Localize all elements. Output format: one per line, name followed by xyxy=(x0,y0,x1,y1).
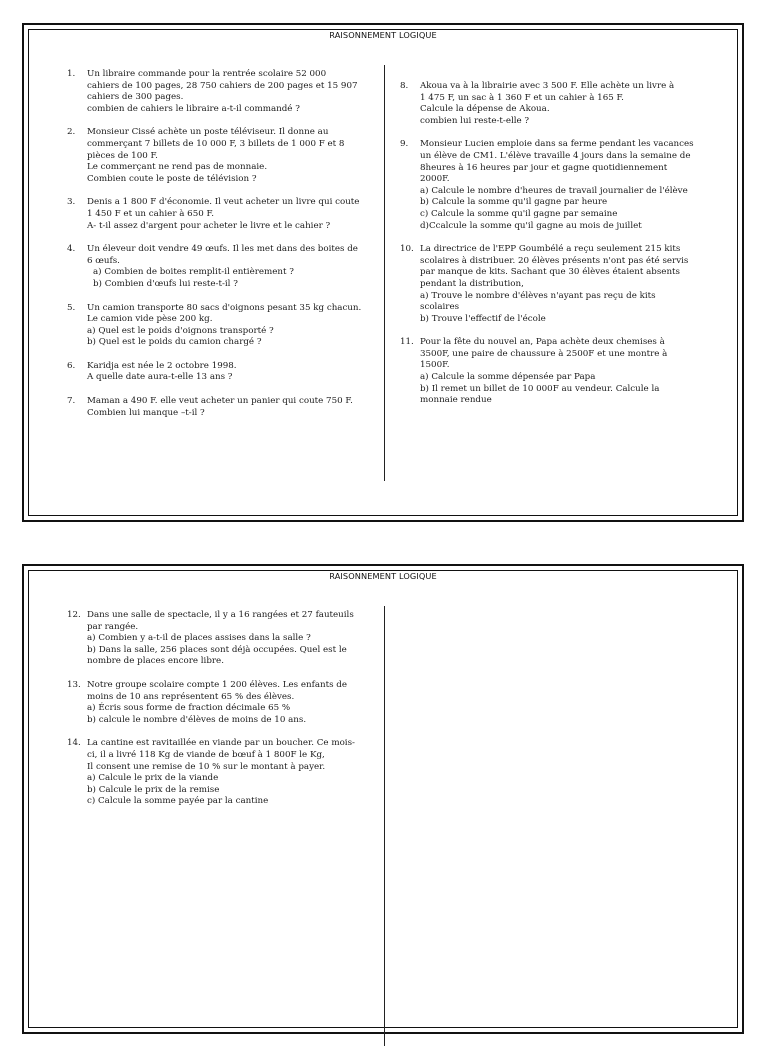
problem-number: 11. xyxy=(400,337,414,348)
problem-text-line: A- t-il assez d'argent pour acheter le livre et le cahier ? xyxy=(87,220,331,231)
problem-text-line: 3500F, une paire de chaussure à 2500F et une montre à xyxy=(420,348,668,359)
problem-text-line: Monsieur Cissé achète un poste téléviseur. Il donne au xyxy=(87,127,329,138)
problem-text-line: Calcule la dépense de Akoua. xyxy=(420,104,550,115)
problem-text-line: d)Ccalcule la somme qu'il gagne au mois de juillet xyxy=(420,220,642,231)
worksheet-title: RAISONNEMENT LOGIQUE xyxy=(329,30,437,40)
problem-number: 1. xyxy=(67,69,76,79)
sub-question-line: b) Combien d'œufs lui reste-t-il ? xyxy=(93,278,238,289)
problem-text-line: b) Quel est le poids du camion chargé ? xyxy=(87,337,262,348)
left-column xyxy=(67,69,377,431)
problem-text-line: par manque de kits. Sachant que 30 élèves étaient absents xyxy=(420,267,680,278)
problem-text-line: a) Calcule la somme dépensée par Papa xyxy=(420,372,596,383)
problem-text-line: scolaires à distribuer. 20 élèves présents n'ont pas été servis xyxy=(420,255,689,266)
problem-text-line: a) Calcule le nombre d'heures de travail journalier de l'élève xyxy=(420,185,688,196)
problem-number: 9. xyxy=(400,139,409,150)
problem-item xyxy=(67,396,377,419)
problem-text-line: Le commerçant ne rend pas de monnaie. xyxy=(87,162,268,173)
worksheet-page-2 xyxy=(22,564,744,1034)
problem-number: 3. xyxy=(67,197,76,208)
problem-text-line: 6 œufs. xyxy=(87,255,120,266)
problem-text-line: a) Calcule le prix de la viande xyxy=(87,773,219,784)
problem-number: 10. xyxy=(400,244,414,255)
problem-text-line: Le camion vide pèse 200 kg. xyxy=(87,314,213,325)
problem-text-line: Un camion transporte 80 sacs d'oignons pesant 35 kg chacun. xyxy=(87,302,362,313)
problem-item xyxy=(400,139,720,232)
problem-number: 13. xyxy=(67,679,81,690)
problem-text-line: pendant la distribution, xyxy=(420,278,524,289)
problem-text-line: b) Calcule le prix de la remise xyxy=(87,784,220,795)
problem-text-line: Denis a 1 800 F d'économie. Il veut acheter un livre qui coute xyxy=(87,197,360,208)
problem-text-line: 1 450 F et un cahier à 650 F. xyxy=(87,208,214,219)
problem-item xyxy=(400,244,720,325)
problem-item xyxy=(400,81,720,127)
problem-text-line: b) Il remet un billet de 10 000F au vendeur. Calcule la xyxy=(420,383,660,394)
problem-text-line: b) Trouve l'effectif de l'école xyxy=(420,313,546,324)
problem-text-line: a) Combien y a-t-il de places assises dans la salle ? xyxy=(87,633,311,644)
problem-text-line: 1 475 F, un sac à 1 360 F et un cahier à 165 F. xyxy=(420,92,624,103)
problem-text-line: Monsieur Lucien emploie dans sa ferme pendant les vacances xyxy=(420,139,694,150)
problem-text-line: La directrice de l'EPP Goumbélé a reçu seulement 215 kits xyxy=(420,244,681,255)
problem-text-line: Dans une salle de spectacle, il y a 16 rangées et 27 fauteuils xyxy=(87,610,354,620)
problem-text-line: un élève de CM1. L'élève travaille 4 jours dans la semaine de xyxy=(420,150,691,161)
problem-number: 6. xyxy=(67,360,76,371)
problem-text-line: Un éleveur doit vendre 49 œufs. Il les met dans des boites de xyxy=(87,244,358,255)
problem-text-line: commerçant 7 billets de 10 000 F, 3 billets de 1 000 F et 8 xyxy=(87,138,345,149)
problem-text-line: Akoua va à la librairie avec 3 500 F. Elle achète un livre à xyxy=(420,81,675,91)
problem-number: 8. xyxy=(400,81,409,91)
problem-text-line: monnaie rendue xyxy=(420,395,492,406)
problem-text-line: b) Calcule la somme qu'il gagne par heure xyxy=(420,197,608,208)
problem-text-line: La cantine est ravitaillée en viande par un boucher. Ce mois- xyxy=(87,738,355,749)
problem-text-line: cahiers de 100 pages, 28 750 cahiers de 200 pages et 15 907 xyxy=(87,80,358,91)
problem-text-line: A quelle date aura-t-elle 13 ans ? xyxy=(87,372,233,383)
problem-text-line: c) Calcule la somme payée par la cantine xyxy=(87,796,269,807)
problem-text-line: combien de cahiers le libraire a-t-il commandé ? xyxy=(87,103,300,114)
problem-item xyxy=(67,680,377,726)
right-column xyxy=(400,81,720,419)
problem-text-line: a) Écris sous forme de fraction décimale 65 % xyxy=(87,703,291,714)
problem-text-line: c) Calcule la somme qu'il gagne par semaine xyxy=(420,208,618,219)
problem-item xyxy=(67,69,377,115)
problem-text-line: 2000F. xyxy=(420,174,450,185)
column-divider xyxy=(384,65,385,481)
problem-number: 4. xyxy=(67,244,76,255)
problem-text-line: Karidja est née le 2 octobre 1998. xyxy=(87,360,237,371)
problem-text-line: nombre de places encore libre. xyxy=(87,656,224,667)
problem-text-line: par rangée. xyxy=(87,621,139,632)
problem-text-line: ci, il a livré 118 Kg de viande de bœuf à 1 800F le Kg, xyxy=(87,749,325,760)
problem-item xyxy=(67,738,377,808)
problem-text-line: Un libraire commande pour la rentrée scolaire 52 000 xyxy=(87,69,327,79)
problem-number: 5. xyxy=(67,302,76,313)
problem-text-line: combien lui reste-t-elle ? xyxy=(420,115,530,126)
worksheet-page-1 xyxy=(22,23,744,522)
problem-text-line: Il consent une remise de 10 % sur le montant à payer. xyxy=(87,761,326,772)
problem-text-line: scolaires xyxy=(420,302,460,313)
problem-text-line: pièces de 100 F. xyxy=(87,150,158,161)
problem-text-line: 8heures à 16 heures par jour et gagne quotidiennement xyxy=(420,162,668,173)
problem-number: 7. xyxy=(67,396,76,407)
problem-item xyxy=(67,303,377,349)
problem-item xyxy=(67,244,377,290)
problem-text-line: b) Dans la salle, 256 places sont déjà occupées. Quel est le xyxy=(87,644,347,655)
problem-number: 12. xyxy=(67,610,81,620)
problem-item xyxy=(67,197,377,232)
problem-text-line: 1500F. xyxy=(420,360,450,371)
problem-text-line: a) Quel est le poids d'oignons transporté ? xyxy=(87,325,274,336)
problem-item xyxy=(400,337,720,407)
problem-text-line: Pour la fête du nouvel an, Papa achète deux chemises à xyxy=(420,337,665,348)
problem-item xyxy=(67,610,377,668)
left-column xyxy=(67,610,377,820)
problem-text-line: Combien lui manque –t-il ? xyxy=(87,407,205,418)
problem-item xyxy=(67,127,377,185)
problem-text-line: a) Trouve le nombre d'élèves n'ayant pas reçu de kits xyxy=(420,290,656,301)
problem-text-line: b) calcule le nombre d'élèves de moins de 10 ans. xyxy=(87,714,307,725)
problem-text-line: Maman a 490 F. elle veut acheter un panier qui coute 750 F. xyxy=(87,396,353,407)
column-divider xyxy=(384,606,385,1046)
sub-question-line: a) Combien de boites remplit-il entièrement ? xyxy=(93,267,294,278)
problem-number: 2. xyxy=(67,127,76,138)
problem-text-line: cahiers de 300 pages. xyxy=(87,92,184,103)
problem-text-line: Notre groupe scolaire compte 1 200 élèves. Les enfants de xyxy=(87,679,348,690)
problem-number: 14. xyxy=(67,738,81,749)
worksheet-title: RAISONNEMENT LOGIQUE xyxy=(329,571,437,581)
problem-text-line: moins de 10 ans représentent 65 % des élèves. xyxy=(87,691,295,702)
problem-item xyxy=(67,361,377,384)
problem-text-line: Combien coute le poste de télévision ? xyxy=(87,173,257,184)
